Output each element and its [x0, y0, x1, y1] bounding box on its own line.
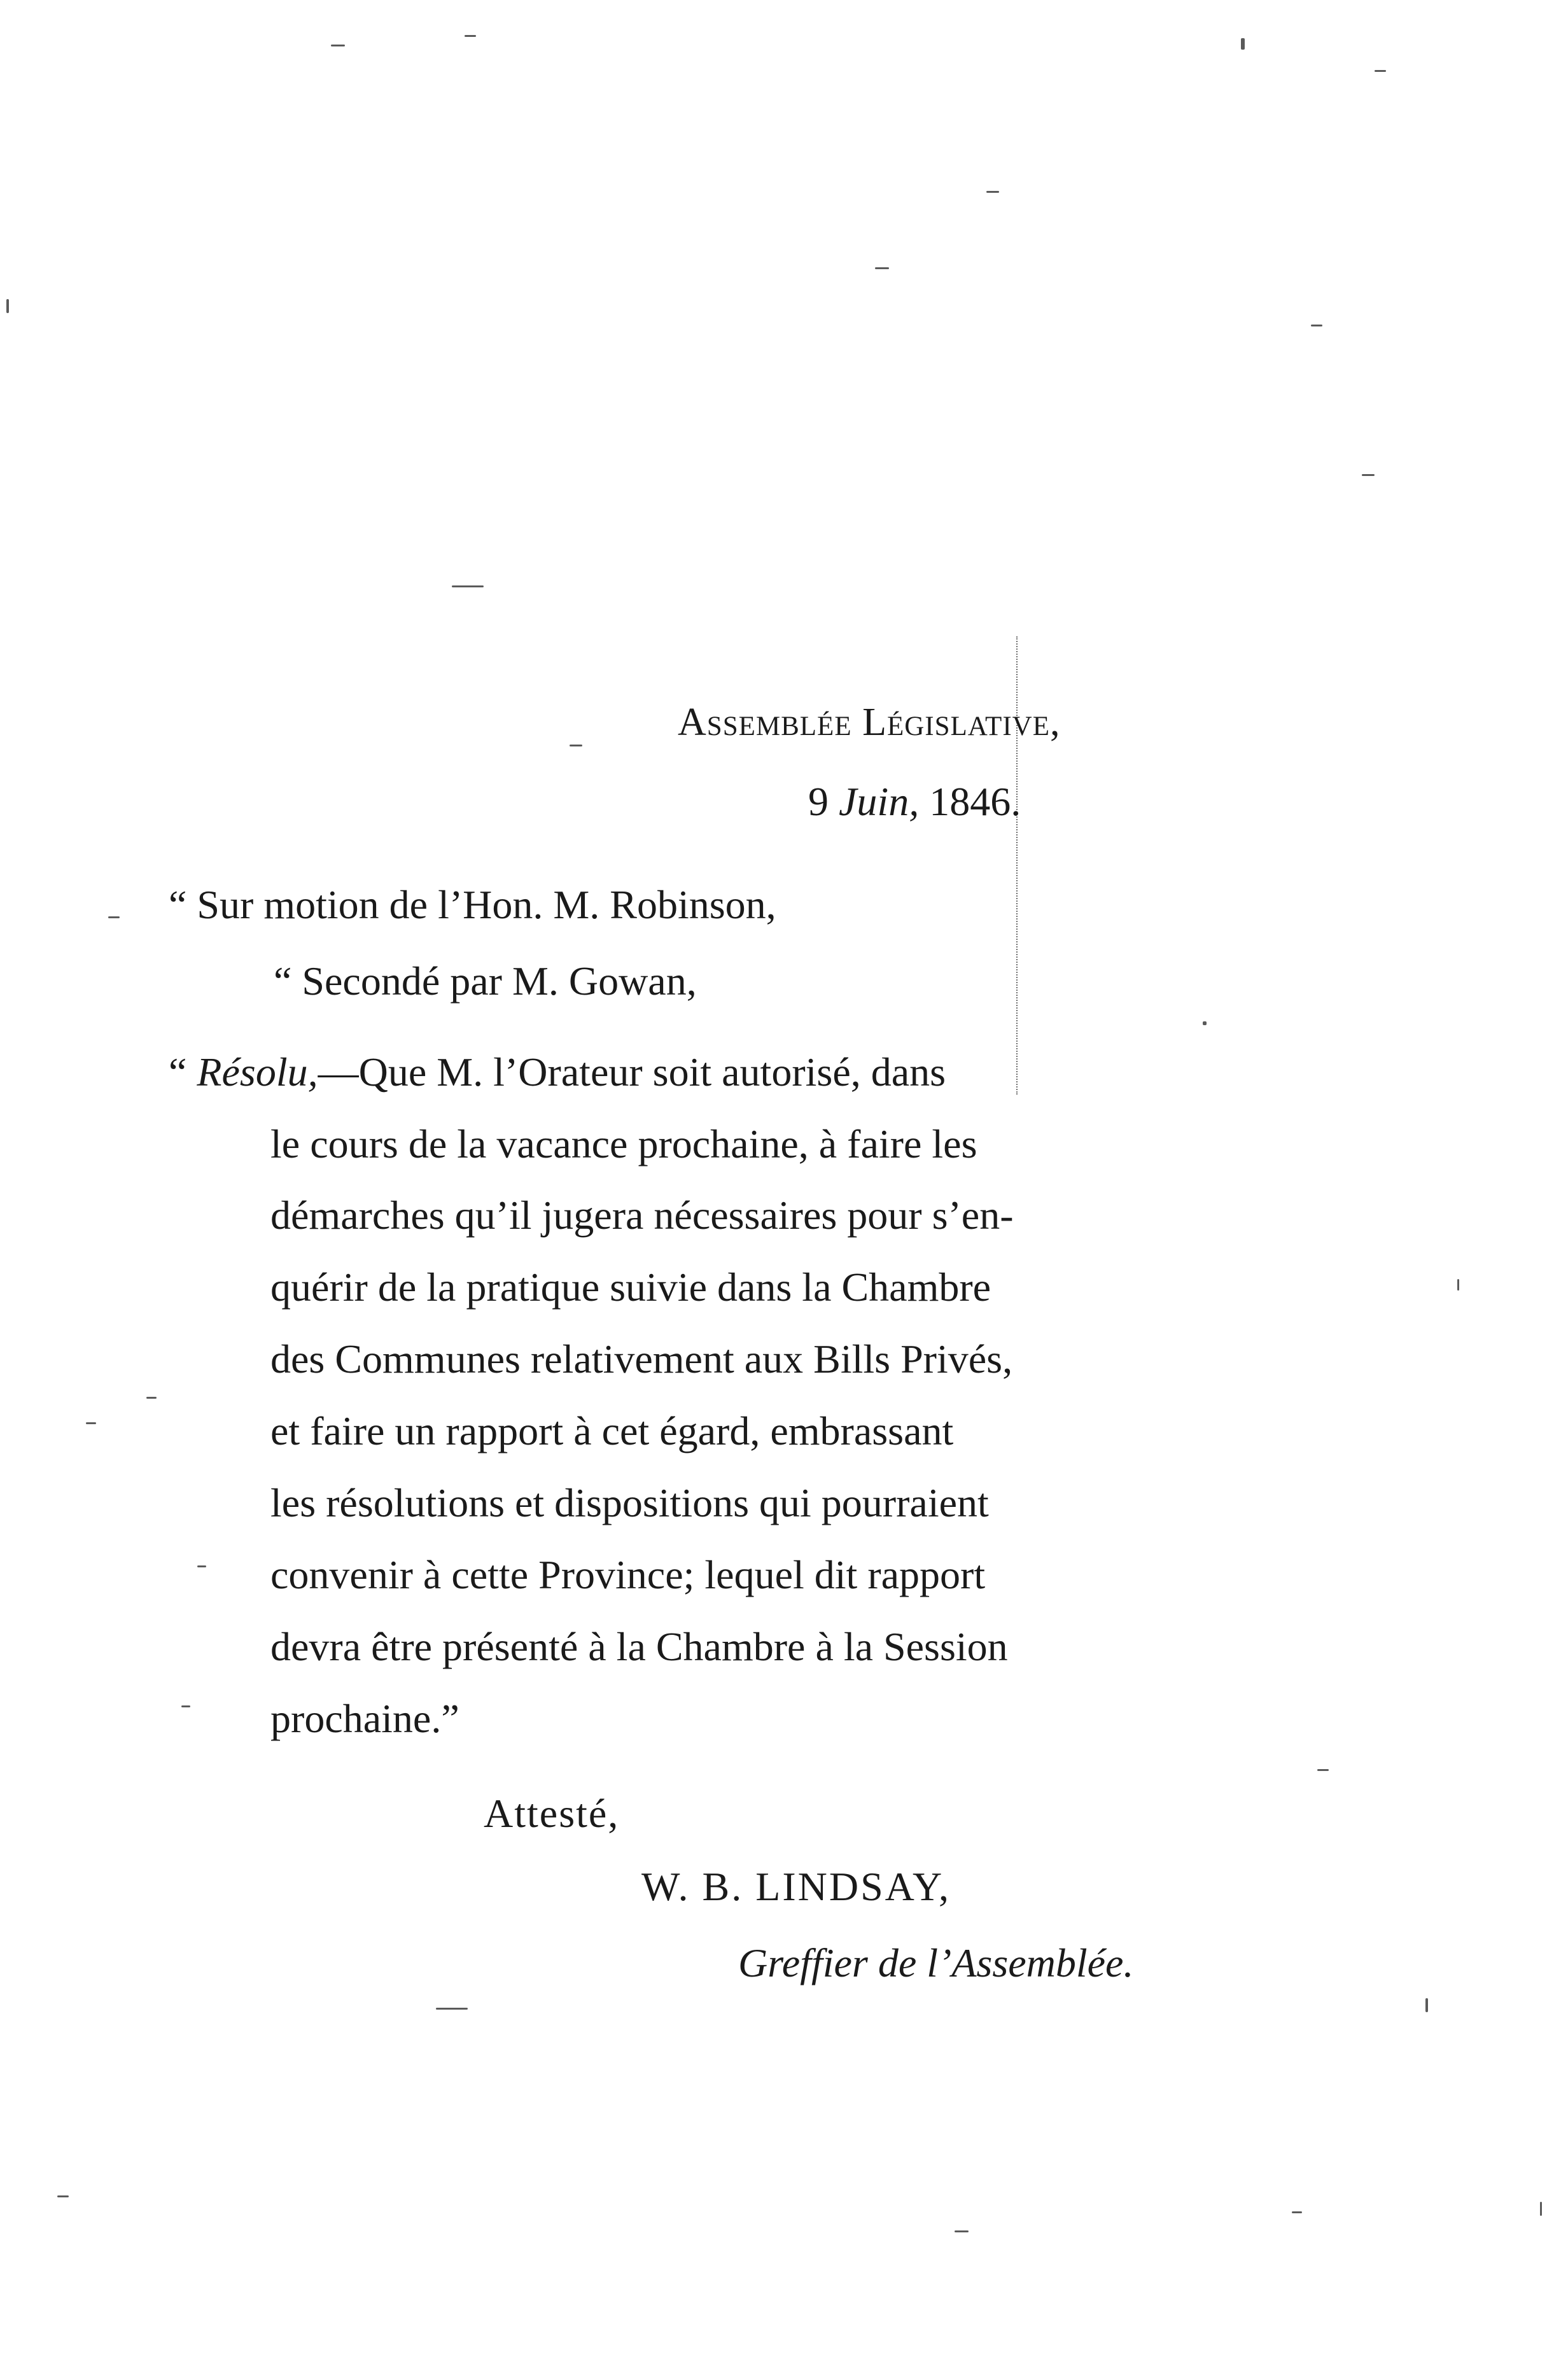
seconder-line: “ Secondé par M. Gowan,: [274, 958, 697, 1004]
scan-speck: [1317, 1769, 1329, 1771]
resolution-line-10: prochaine.”: [270, 1696, 459, 1741]
scan-speck: [986, 191, 999, 193]
scan-speck: [331, 45, 345, 46]
resolved-label: Résolu,: [197, 1049, 318, 1095]
scan-speck: [108, 916, 120, 918]
resolution-first-line: [169, 1047, 1273, 1098]
scan-speck: [181, 1705, 190, 1707]
resolution-line-7: les résolutions et dispositions qui pourraient: [270, 1480, 989, 1525]
scan-speck: [1311, 325, 1322, 326]
mover-line: “ Sur motion de l’Hon. M. Robinson,: [169, 882, 776, 927]
scan-speck: [1241, 38, 1245, 50]
resolution-date: [808, 776, 1021, 827]
signatory-name: W. B. LINDSAY,: [641, 1864, 951, 1909]
institution-heading: Assemblée Législative,: [678, 701, 1061, 744]
resolution-line-9: devra être présenté à la Chambre à la Session: [270, 1624, 1008, 1669]
resolution-line-3: démarches qu’il jugera nécessaires pour s’en-: [270, 1193, 1014, 1238]
quote-mark: “: [169, 1049, 197, 1095]
scan-speck: [465, 35, 476, 37]
scan-speck: [1362, 474, 1375, 476]
scan-speck: [1457, 1279, 1459, 1291]
scan-speck: [1203, 1021, 1207, 1025]
scan-speck: [875, 267, 889, 269]
scan-speck: [436, 2008, 468, 2010]
resolution-line-4: quérir de la pratique suivie dans la Chambre: [270, 1264, 991, 1310]
resolution-line-8: convenir à cette Province; lequel dit rapport: [270, 1552, 986, 1597]
date-month: Juin,: [839, 779, 920, 824]
resolution-line-5: des Communes relativement aux Bills Privés,: [270, 1336, 1013, 1382]
scan-speck: [146, 1397, 157, 1399]
scan-speck: [570, 745, 582, 746]
scan-speck: [955, 2230, 969, 2232]
scan-speck: [1540, 2202, 1542, 2216]
scan-speck: [197, 1565, 206, 1567]
signatory-title: Greffier de l’Assemblée.: [738, 1940, 1134, 1985]
date-day: 9: [808, 779, 829, 824]
scan-speck: [86, 1422, 96, 1424]
resolution-line-1: —Que M. l’Orateur soit autorisé, dans: [318, 1049, 946, 1095]
attested-label: Attesté,: [484, 1791, 620, 1836]
date-year: 1846.: [929, 779, 1021, 824]
scan-speck: [57, 2195, 69, 2197]
resolution-opening: [169, 1047, 946, 1098]
scan-speck: [1425, 1998, 1428, 2012]
scan-speck: [1375, 70, 1386, 72]
resolution-line-6: et faire un rapport à cet égard, embrassant: [270, 1408, 954, 1453]
resolution-line-2: le cours de la vacance prochaine, à faire les: [270, 1121, 977, 1166]
scan-speck: [452, 585, 484, 587]
scan-speck: [1292, 2211, 1302, 2213]
scan-speck: [6, 299, 9, 313]
